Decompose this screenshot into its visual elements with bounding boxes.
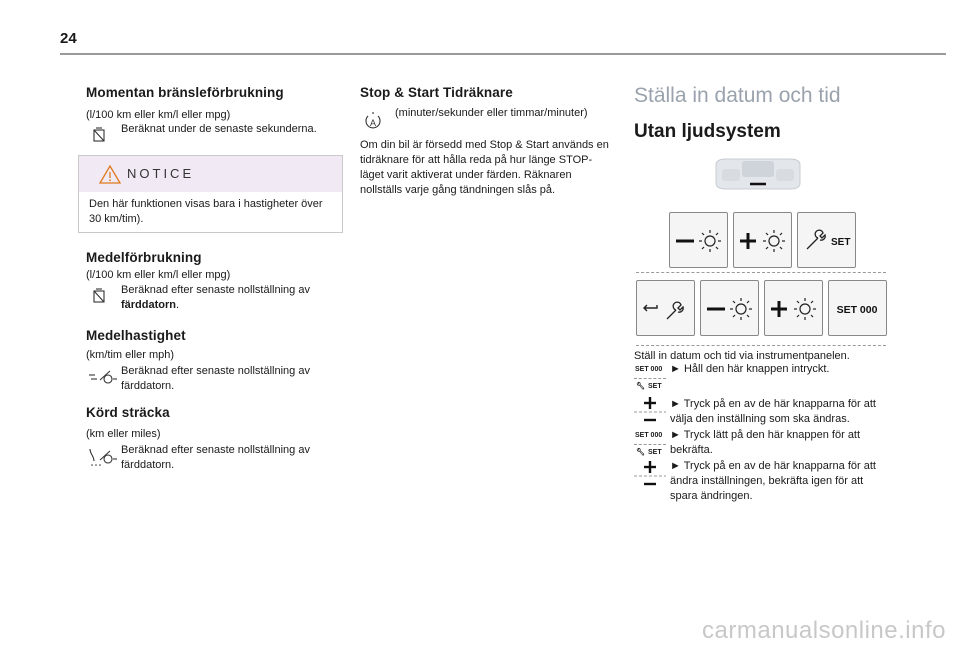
average-speed-desc: Beräknad efter senaste nollställning av färddatorn. <box>121 365 310 392</box>
brightness-minus-button-2[interactable] <box>700 280 759 336</box>
set-000-wrench-set-icon: SET 000 🔧︎ SET <box>634 364 666 394</box>
instant-consumption-unit: (l/100 km eller km/l eller mpg) <box>86 109 231 121</box>
notice-title: NOTICE <box>127 166 195 181</box>
brightness-plus-icon <box>765 281 822 335</box>
watermark: carmanualsonline.info <box>702 617 946 644</box>
distance-icon <box>88 446 118 468</box>
section-title-stop-start: Stop & Start Tidräknare <box>360 85 513 100</box>
mini-set-000-label: SET 000 <box>635 366 663 373</box>
average-speed-unit: (km/tim eller mph) <box>86 349 175 361</box>
distance-unit: (km eller miles) <box>86 428 161 440</box>
section-title-distance: Körd sträcka <box>86 405 170 420</box>
brightness-minus-button[interactable] <box>669 212 728 268</box>
section-title-average-consumption: Medelförbrukning <box>86 250 202 265</box>
back-wrench-button[interactable] <box>636 280 695 336</box>
warning-icon <box>99 165 121 184</box>
step-4-text: ► Tryck på en av de här knapparna för att ändra inställningen, bekräfta igen för att spara ändringen. <box>670 460 876 502</box>
back-wrench-icon <box>637 281 694 335</box>
plus-minus-icon <box>634 396 666 426</box>
set-000-icon <box>829 281 886 335</box>
step-2-text: ► Tryck på en av de här knapparna för att välja den inställning som ska ändras. <box>670 398 876 425</box>
stop-start-icon-letter: A <box>369 118 377 128</box>
fuel-gauge-icon <box>92 127 106 143</box>
separator-dashed <box>636 345 886 346</box>
mini-set-label: SET <box>648 383 662 390</box>
brightness-plus-button-2[interactable] <box>764 280 823 336</box>
notice-box <box>78 155 343 233</box>
step-1-text: ► Håll den här knappen intryckt. <box>670 363 830 375</box>
mini-set-label: SET <box>648 449 662 456</box>
wrench-set-button[interactable] <box>797 212 856 268</box>
step-3-text: ► Tryck lätt på den här knappen för att bekräfta. <box>670 429 861 456</box>
step-2-text-first <box>670 397 882 427</box>
set-000-button[interactable] <box>828 280 887 336</box>
section-title-average-speed: Medelhastighet <box>86 328 186 343</box>
stop-start-desc: Om din bil är försedd med Stop & Start används en tidräknare för att hålla reda på hur länge STOP-läget varit aktiverat under färden. Räknaren nollställs varje gång tändningen slås på. <box>360 139 609 196</box>
stop-start-unit: (minuter/sekunder eller timmar/minuter) <box>395 107 588 119</box>
average-consumption-desc-end: . <box>176 299 180 311</box>
set-000-wrench-set-icon: SET 000 🔧︎ SET <box>634 430 666 460</box>
page-number: 24 <box>60 30 77 47</box>
average-consumption-desc-text: Beräknad efter senaste nollställning av <box>121 284 310 296</box>
set-label: SET <box>831 237 851 248</box>
speed-gauge-icon <box>88 367 118 385</box>
plus-minus-icon <box>634 460 666 490</box>
stop-start-icon <box>364 110 382 132</box>
fuel-gauge-icon <box>92 288 106 304</box>
steering-controls-illustration <box>712 157 804 193</box>
section-title-instant-consumption: Momentan bränsleförbrukning <box>86 85 284 100</box>
brightness-minus-icon <box>701 281 758 335</box>
brightness-plus-button[interactable] <box>733 212 792 268</box>
header-divider <box>60 53 946 55</box>
instant-consumption-desc: Beräknat under de senaste sekunderna. <box>121 123 317 135</box>
notice-header <box>79 156 342 192</box>
average-consumption-desc <box>121 283 341 313</box>
mini-set-000-label: SET 000 <box>635 432 663 439</box>
wrench-icon <box>798 213 855 267</box>
trip-computer-term: färddatorn <box>121 299 176 311</box>
notice-text: Den här funktionen visas bara i hastigheter över 30 km/tim). <box>89 198 323 225</box>
set-000-label: SET 000 <box>836 304 878 316</box>
distance-desc: Beräknad efter senaste nollställning av färddatorn. <box>121 444 310 471</box>
brightness-minus-icon <box>670 213 727 267</box>
brightness-plus-icon <box>734 213 791 267</box>
separator-dashed <box>636 272 886 273</box>
instructions-intro: Ställ in datum och tid via instrumentpanelen. <box>634 350 850 362</box>
page-section-title: Ställa in datum och tid <box>634 84 841 107</box>
subsection-title: Utan ljudsystem <box>634 121 781 142</box>
average-consumption-unit: (l/100 km eller km/l eller mpg) <box>86 269 231 281</box>
